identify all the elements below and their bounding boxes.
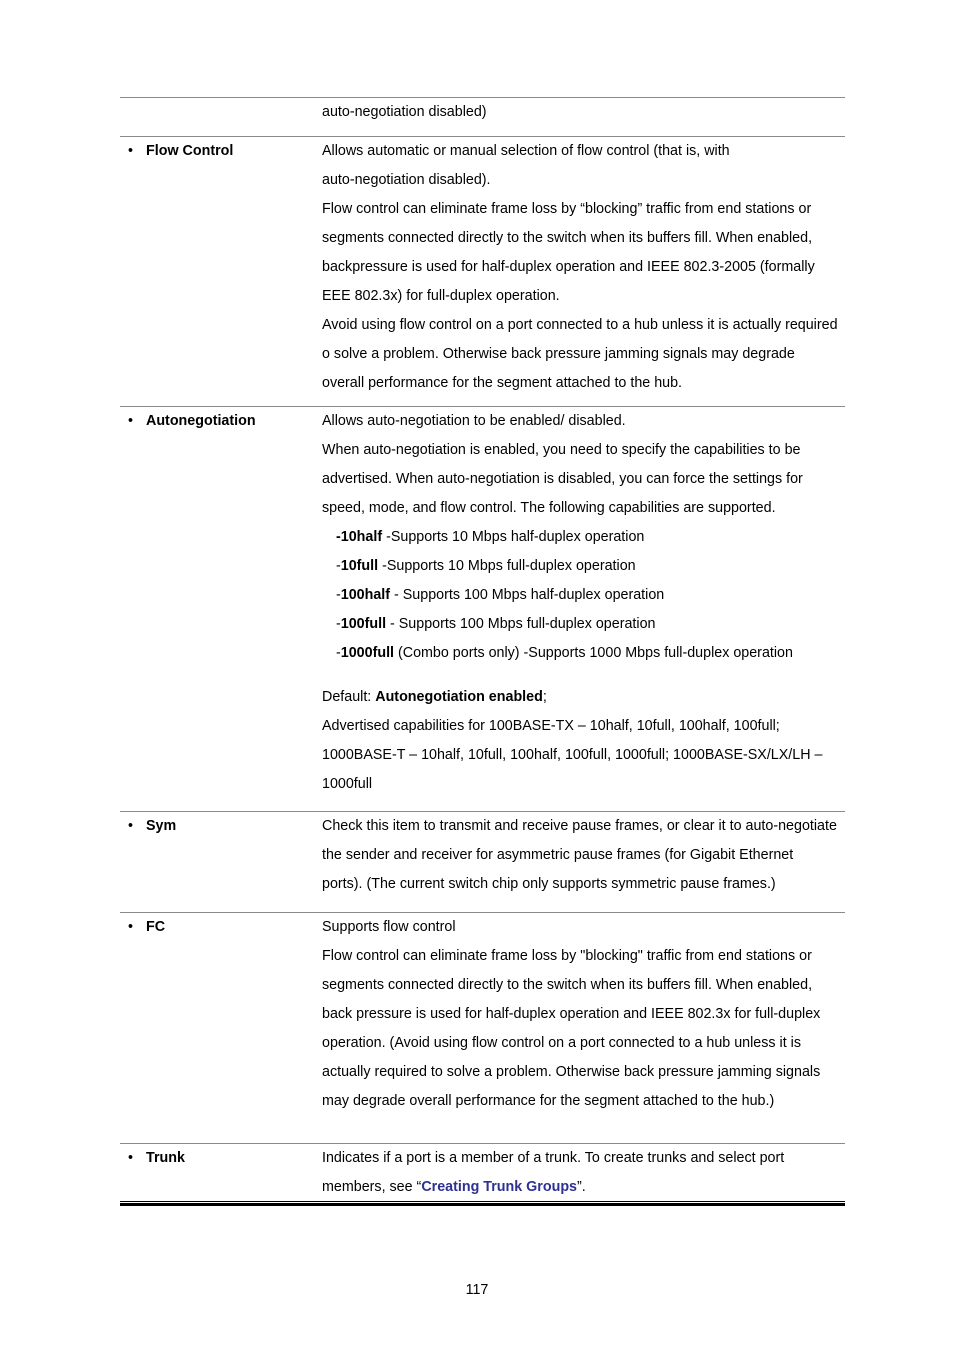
- table-row: [120, 811, 845, 912]
- bullet-icon: •: [128, 919, 134, 935]
- term-label: Sym: [146, 818, 177, 834]
- desc-line: Check this item to transmit and receive pause frames, or clear it to auto-negotiate: [322, 818, 837, 834]
- desc-line: EEE 802.3x) for full-duplex operation.: [322, 288, 560, 304]
- creating-trunk-groups-link[interactable]: Creating Trunk Groups: [421, 1179, 578, 1195]
- term-cell: [120, 137, 322, 406]
- description-cell: [322, 137, 845, 406]
- capability-name: 100full: [340, 616, 387, 632]
- desc-line: backpressure is used for half-duplex operation and IEEE 802.3-2005 (formally: [322, 259, 815, 275]
- term-cell: [120, 98, 322, 136]
- table-row: [120, 136, 845, 406]
- desc-line: actually required to solve a problem. Otherwise back pressure jamming signals: [322, 1064, 821, 1080]
- table-row: [120, 912, 845, 1143]
- desc-line: segments connected directly to the switch when its buffers fill. When enabled,: [322, 230, 813, 246]
- desc-line: overall performance for the segment attached to the hub.: [322, 375, 683, 391]
- page-number: 117: [465, 1282, 489, 1298]
- desc-line: segments connected directly to the switch when its buffers fill. When enabled,: [322, 977, 813, 993]
- capability-name: 100half: [340, 587, 391, 603]
- term-cell: [120, 812, 322, 912]
- default-line: Default: Autonegotiation enabled;: [322, 689, 547, 705]
- bullet-icon: •: [128, 143, 134, 159]
- desc-line: the sender and receiver for asymmetric pause frames (for Gigabit Ethernet: [322, 847, 794, 863]
- desc-line: may degrade overall performance for the segment attached to the hub.): [322, 1093, 775, 1109]
- capability-name: -10half: [336, 529, 383, 545]
- desc-line: Indicates if a port is a member of a trunk. To create trunks and select port: [322, 1150, 785, 1166]
- desc-line: o solve a problem. Otherwise back pressure jamming signals may degrade: [322, 346, 795, 362]
- table-row: [120, 97, 845, 136]
- desc-line: Allows automatic or manual selection of flow control (that is, with: [322, 143, 730, 159]
- capability-name: 10full: [340, 558, 379, 574]
- desc-line: operation. (Avoid using flow control on a port connected to a hub unless it is: [322, 1035, 801, 1051]
- description-cell: [322, 812, 845, 912]
- desc-line: Flow control can eliminate frame loss by "blocking" traffic from end stations or: [322, 948, 812, 964]
- default-value: Autonegotiation enabled: [375, 689, 543, 705]
- table-row: [120, 406, 845, 811]
- desc-line: speed, mode, and flow control. The following capabilities are supported.: [322, 500, 776, 516]
- description-cell: [322, 407, 845, 811]
- term-label: Flow Control: [146, 143, 234, 159]
- desc-line: auto-negotiation disabled): [322, 104, 487, 120]
- parameter-table: [120, 97, 845, 1202]
- bullet-icon: •: [128, 1150, 134, 1166]
- term-cell: [120, 913, 322, 1143]
- desc-line: ports). (The current switch chip only supports symmetric pause frames.): [322, 876, 776, 892]
- term-label: Autonegotiation: [146, 413, 256, 429]
- description-cell: [322, 1144, 845, 1202]
- desc-line: Avoid using flow control on a port connected to a hub unless it is actually required: [322, 317, 838, 333]
- desc-line: Advertised capabilities for 100BASE-TX – 10half, 10full, 100half, 100full;: [322, 718, 780, 734]
- term-cell: [120, 1144, 322, 1202]
- desc-line: Supports flow control: [322, 919, 456, 935]
- bullet-icon: •: [128, 818, 134, 834]
- bullet-icon: •: [128, 413, 134, 429]
- term-cell: [120, 407, 322, 811]
- desc-line: 1000full: [322, 776, 373, 792]
- desc-line: auto-negotiation disabled).: [322, 172, 491, 188]
- capability-name: 1000full: [340, 645, 395, 661]
- capability-line: -10full -Supports 10 Mbps full-duplex operation: [336, 558, 636, 574]
- description-cell: [322, 98, 845, 136]
- capability-line: -10half -Supports 10 Mbps half-duplex operation: [336, 529, 645, 545]
- capability-line: -100full - Supports 100 Mbps full-duplex operation: [336, 616, 656, 632]
- capability-line: -100half - Supports 100 Mbps half-duplex operation: [336, 587, 665, 603]
- desc-line: When auto-negotiation is enabled, you need to specify the capabilities to be: [322, 442, 801, 458]
- capability-line: -1000full (Combo ports only) -Supports 1000 Mbps full-duplex operation: [336, 645, 793, 661]
- table-bottom-rule: [120, 1201, 845, 1206]
- desc-line: back pressure is used for half-duplex operation and IEEE 802.3x for full-duplex: [322, 1006, 821, 1022]
- description-cell: [322, 913, 845, 1143]
- desc-line: advertised. When auto-negotiation is disabled, you can force the settings for: [322, 471, 803, 487]
- desc-line: 1000BASE-T – 10half, 10full, 100half, 100full, 1000full; 1000BASE-SX/LX/LH –: [322, 747, 823, 763]
- desc-line: Flow control can eliminate frame loss by “blocking” traffic from end stations or: [322, 201, 812, 217]
- term-label: FC: [146, 919, 166, 935]
- term-label: Trunk: [146, 1150, 185, 1166]
- table-row: [120, 1143, 845, 1202]
- desc-line: members, see “Creating Trunk Groups”.: [322, 1179, 586, 1195]
- desc-line: Allows auto-negotiation to be enabled/ disabled.: [322, 413, 626, 429]
